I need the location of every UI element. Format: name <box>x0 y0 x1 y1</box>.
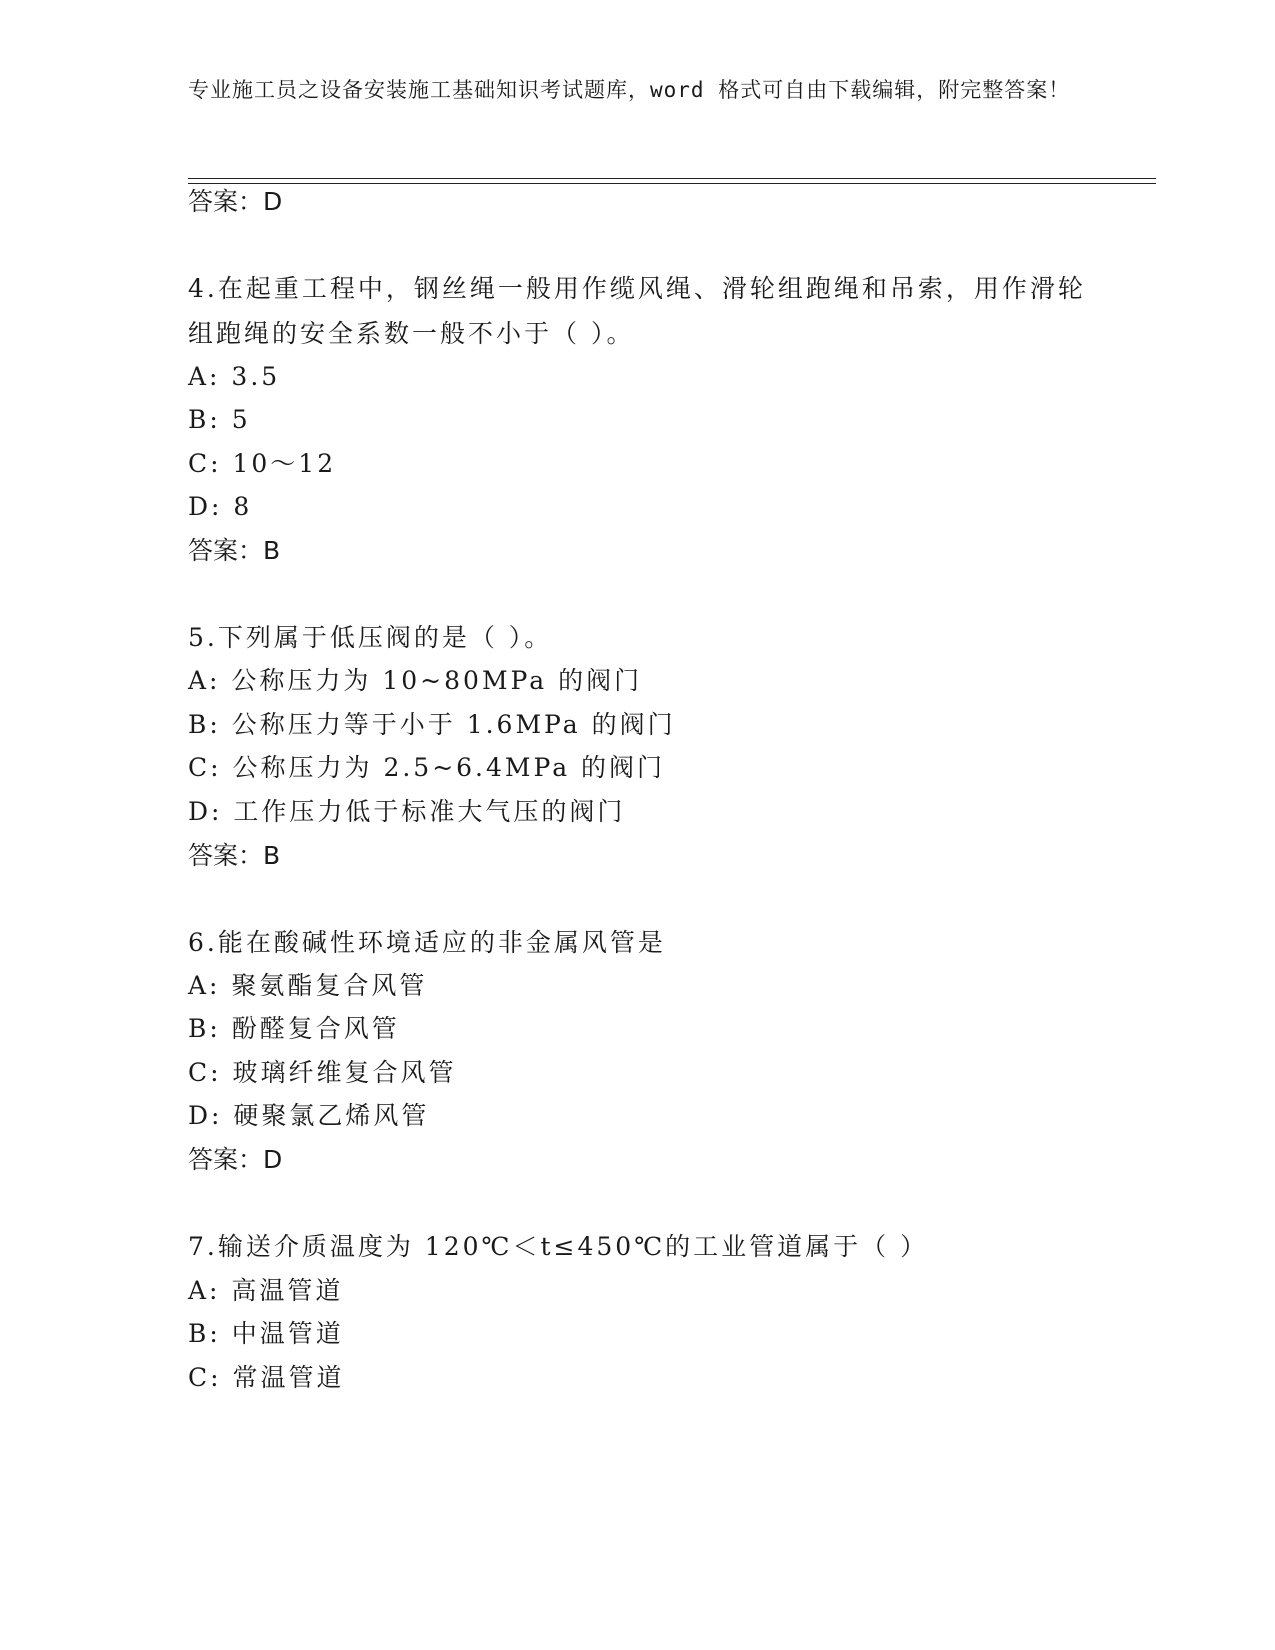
option-b: B: 公称压力等于小于 1.6MPa 的阀门 <box>188 710 676 739</box>
option-b: B: 5 <box>188 405 251 434</box>
option-b: B: 中温管道 <box>188 1319 344 1348</box>
question-text: 7.输送介质温度为 120℃＜t≤450℃的工业管道属于（ ） <box>188 1232 929 1261</box>
header-rule <box>188 178 1156 179</box>
answer-line: 答案：B <box>188 536 281 565</box>
question-text: 4.在起重工程中，钢丝绳一般用作缆风绳、滑轮组跑绳和吊索，用作滑轮组跑绳的安全系数一般不小于（ ）。 <box>188 274 1086 348</box>
option-c: C: 10～12 <box>188 449 337 478</box>
answer-line: 答案：D <box>188 187 283 216</box>
question-text: 5.下列属于低压阀的是（ ）。 <box>188 623 553 652</box>
option-c: C: 常温管道 <box>188 1363 345 1392</box>
option-a: A: 聚氨酯复合风管 <box>188 971 428 1000</box>
answer-line: 答案：D <box>188 1145 283 1174</box>
option-a: A: 高温管道 <box>188 1276 344 1305</box>
option-d: D: 8 <box>188 492 253 521</box>
option-a: A: 公称压力为 10~80MPa 的阀门 <box>188 666 643 695</box>
option-c: C: 玻璃纤维复合风管 <box>188 1058 457 1087</box>
option-d: D: 工作压力低于标准大气压的阀门 <box>188 797 626 826</box>
option-c: C: 公称压力为 2.5~6.4MPa 的阀门 <box>188 753 666 782</box>
question-text: 6.能在酸碱性环境适应的非金属风管是 <box>188 928 666 957</box>
answer-line: 答案：B <box>188 841 281 870</box>
option-d: D: 硬聚氯乙烯风管 <box>188 1101 430 1130</box>
option-a: A: 3.5 <box>188 362 281 391</box>
option-b: B: 酚醛复合风管 <box>188 1014 400 1043</box>
header-rule-double <box>188 183 1156 184</box>
document-header: 专业施工员之设备安装施工基础知识考试题库，word 格式可自由下载编辑，附完整答案！ <box>188 78 1071 102</box>
